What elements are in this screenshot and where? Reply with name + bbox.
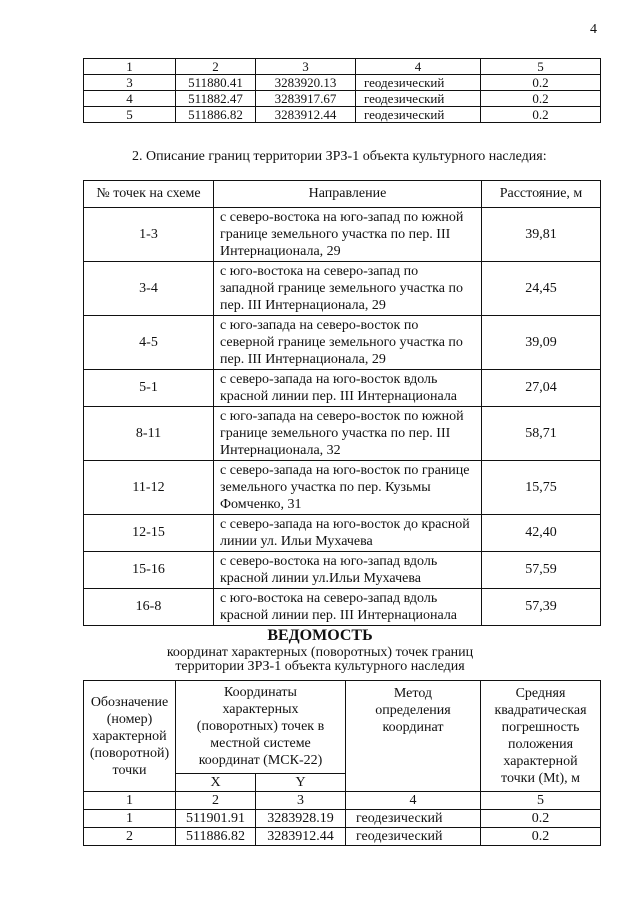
coord-x: 511886.82 xyxy=(176,828,256,846)
point-number: 2 xyxy=(84,828,176,846)
points: 4-5 xyxy=(84,316,214,370)
table-row xyxy=(84,552,601,589)
coord-y: 3283912.44 xyxy=(256,107,356,123)
points: 15-16 xyxy=(84,552,214,589)
point-number: 4 xyxy=(84,91,176,107)
coord-x: 511882.47 xyxy=(176,91,256,107)
header-cell: 5 xyxy=(481,59,601,75)
table-row xyxy=(84,262,601,316)
section-caption: 2. Описание границ территории ЗРЗ-1 объекта культурного наследия: xyxy=(132,149,547,164)
table-row xyxy=(84,208,601,262)
column-number: 5 xyxy=(481,792,601,810)
header-y: Y xyxy=(256,773,346,792)
coord-y: 3283920.13 xyxy=(256,75,356,91)
table-row xyxy=(84,316,601,370)
vedomost-subtitle-line1: координат характерных (поворотных) точек границ xyxy=(166,645,474,660)
header-error: Средняя квадратическая погрешность положения характерной точки (Mt), м xyxy=(481,681,601,792)
points: 1-3 xyxy=(84,208,214,262)
coord-y: 3283928.19 xyxy=(256,810,346,828)
coord-x: 511880.41 xyxy=(176,75,256,91)
point-number: 3 xyxy=(84,75,176,91)
distance: 58,71 xyxy=(482,407,601,461)
header-cell: 3 xyxy=(256,59,356,75)
table-header-row xyxy=(84,681,601,774)
column-number: 3 xyxy=(256,792,346,810)
error: 0.2 xyxy=(481,810,601,828)
distance: 42,40 xyxy=(482,515,601,552)
header-method: Метод определения координат xyxy=(346,681,481,792)
boundary-description-table xyxy=(83,180,601,626)
table-header-row xyxy=(84,181,601,208)
direction: с северо-востока на юго-запад вдоль красной линии ул.Ильи Мухачева xyxy=(214,552,482,589)
table-row xyxy=(84,828,601,846)
column-number: 4 xyxy=(346,792,481,810)
column-number-row xyxy=(84,792,601,810)
header-cell: 2 xyxy=(176,59,256,75)
column-number: 2 xyxy=(176,792,256,810)
points: 11-12 xyxy=(84,461,214,515)
direction: с юго-востока на северо-запад вдоль красной линии пер. III Интернационала xyxy=(214,589,482,626)
method: геодезический xyxy=(346,828,481,846)
top-coordinates-table xyxy=(83,58,601,123)
header-cell: 4 xyxy=(356,59,481,75)
distance: 57,59 xyxy=(482,552,601,589)
header-x: X xyxy=(176,773,256,792)
points: 3-4 xyxy=(84,262,214,316)
error: 0.2 xyxy=(481,91,601,107)
points: 8-11 xyxy=(84,407,214,461)
column-number: 1 xyxy=(84,792,176,810)
distance: 15,75 xyxy=(482,461,601,515)
method: геодезический xyxy=(346,810,481,828)
table-row xyxy=(84,589,601,626)
distance: 57,39 xyxy=(482,589,601,626)
vedomost-subtitle-line2: территории ЗРЗ-1 объекта культурного наследия xyxy=(175,659,465,674)
page-number: 4 xyxy=(590,22,597,37)
direction: с юго-запада на северо-восток по северной границе земельного участка по пер. III Интернационала, 29 xyxy=(214,316,482,370)
method: геодезический xyxy=(356,107,481,123)
direction: с юго-запада на северо-восток по южной границе земельного участка по пер. III Интернационала, 32 xyxy=(214,407,482,461)
direction: с северо-запада на юго-восток вдоль красной линии пер. III Интернационала xyxy=(214,370,482,407)
header-points: № точек на схеме xyxy=(84,181,214,208)
table-row xyxy=(84,370,601,407)
direction: с северо-запада на юго-восток по границе земельного участка по пер. Кузьмы Фомченко, 31 xyxy=(214,461,482,515)
point-number: 5 xyxy=(84,107,176,123)
table-row xyxy=(84,407,601,461)
header-direction: Направление xyxy=(214,181,482,208)
points: 5-1 xyxy=(84,370,214,407)
header-designation: Обозначение (номер) характерной (поворотной) точки xyxy=(84,681,176,792)
header-coordinates: Координаты характерных (поворотных) точек в местной системе координат (МСК-22) xyxy=(176,681,346,774)
table-header-row xyxy=(84,59,601,75)
distance: 39,09 xyxy=(482,316,601,370)
table-row xyxy=(84,515,601,552)
direction: с юго-востока на северо-запад по западной границе земельного участка по пер. III Интернационала, 29 xyxy=(214,262,482,316)
error: 0.2 xyxy=(481,75,601,91)
distance: 39,81 xyxy=(482,208,601,262)
coord-y: 3283917.67 xyxy=(256,91,356,107)
coord-x: 511886.82 xyxy=(176,107,256,123)
table-row xyxy=(84,91,601,107)
distance: 27,04 xyxy=(482,370,601,407)
error: 0.2 xyxy=(481,828,601,846)
direction: с северо-востока на юго-запад по южной границе земельного участка по пер. III Интернационала, 29 xyxy=(214,208,482,262)
distance: 24,45 xyxy=(482,262,601,316)
vedomost-title: ВЕДОМОСТЬ xyxy=(267,627,373,644)
header-distance: Расстояние, м xyxy=(482,181,601,208)
method: геодезический xyxy=(356,91,481,107)
header-cell: 1 xyxy=(84,59,176,75)
coordinates-table xyxy=(83,680,601,846)
direction: с северо-запада на юго-восток до красной линии ул. Ильи Мухачева xyxy=(214,515,482,552)
method: геодезический xyxy=(356,75,481,91)
points: 16-8 xyxy=(84,589,214,626)
table-row xyxy=(84,810,601,828)
error: 0.2 xyxy=(481,107,601,123)
table-row xyxy=(84,75,601,91)
table-row xyxy=(84,461,601,515)
table-row xyxy=(84,107,601,123)
coord-x: 511901.91 xyxy=(176,810,256,828)
coord-y: 3283912.44 xyxy=(256,828,346,846)
point-number: 1 xyxy=(84,810,176,828)
points: 12-15 xyxy=(84,515,214,552)
